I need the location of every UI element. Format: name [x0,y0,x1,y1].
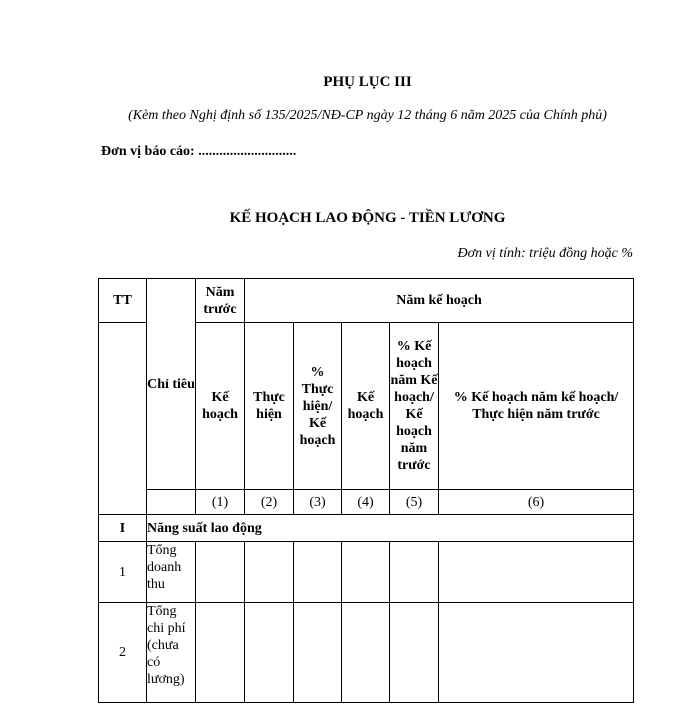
section-number: I [99,515,147,542]
row-label: Tổng chi phí (chưa có lương) [147,603,196,703]
appendix-title: PHỤ LỤC III [323,74,412,90]
cell [342,603,390,703]
cell [196,603,245,703]
col-number-4: (4) [342,490,390,515]
plan-title: KẾ HOẠCH LAO ĐỘNG - TIỀN LƯƠNG [229,210,506,226]
header-prev-year: Năm trước [196,279,245,323]
col-number-3: (3) [294,490,342,515]
header-tt-blank [99,323,147,490]
cell [196,542,245,603]
row-number: 2 [99,603,147,703]
col-number-tt [99,490,147,515]
subheader-actual-vs-plan: % Thực hiện/ Kế hoạch [294,323,342,490]
subheader-plan-vs-prev-plan: % Kế hoạch năm Kế hoạch/ Kế hoạch năm trước [390,323,439,490]
col-number-1: (1) [196,490,245,515]
header-indicator: Chỉ tiêu [147,279,196,490]
cell [390,542,439,603]
cell [245,603,294,703]
col-number-2: (2) [245,490,294,515]
subheader-plan: Kế hoạch [342,323,390,490]
col-number-6: (6) [439,490,634,515]
cell [439,603,634,703]
subheader-prev-actual: Thực hiện [245,323,294,490]
labor-wage-plan-table [98,278,633,708]
cell [439,542,634,603]
subheader-plan-vs-prev-actual: % Kế hoạch năm kế hoạch/ Thực hiện năm trước [439,323,634,490]
cell [294,603,342,703]
table-row [99,542,634,603]
col-number-indicator [147,490,196,515]
unit-note: Đơn vị tính: triệu đồng hoặc % [457,246,633,261]
cell [390,603,439,703]
subheader-prev-plan: Kế hoạch [196,323,245,490]
section-title: Năng suất lao động [147,515,634,542]
header-plan-year: Năm kế hoạch [245,279,634,323]
decree-note: (Kèm theo Nghị định số 135/2025/NĐ-CP ngày 12 tháng 6 năm 2025 của Chính phủ) [128,108,607,123]
row-label: Tổng doanh thu [147,542,196,603]
header-tt: TT [99,279,147,323]
cell [245,542,294,603]
col-number-5: (5) [390,490,439,515]
table-row [99,603,634,703]
row-number: 1 [99,542,147,603]
cell [294,542,342,603]
cell [342,542,390,603]
reporting-unit-line: Đơn vị báo cáo: ............................ [101,144,297,159]
